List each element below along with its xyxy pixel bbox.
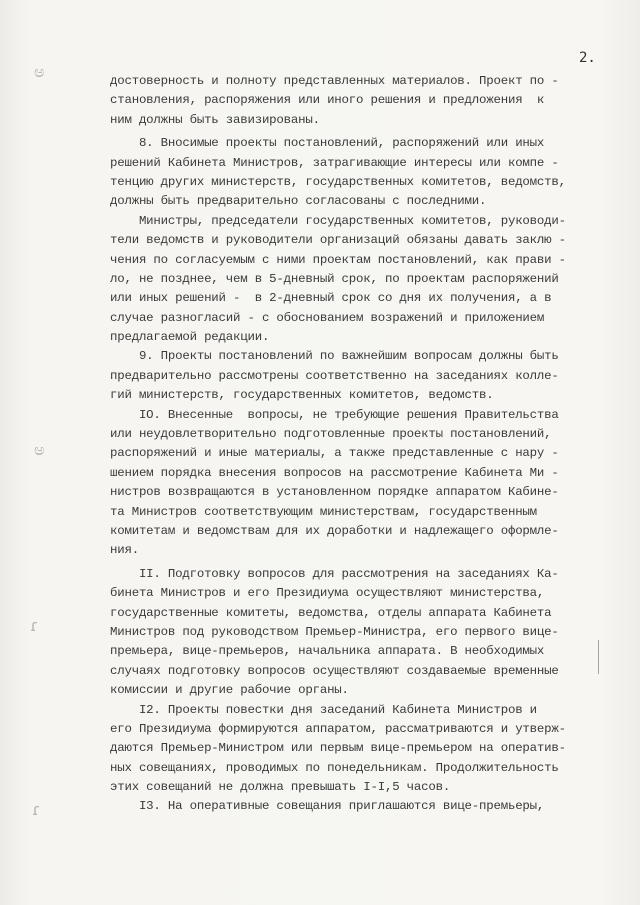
punch-mark: ɾ — [30, 616, 39, 635]
text-line: решений Кабинета Министров, затрагивающие интересы или компе - — [110, 155, 559, 170]
text-line: распоряжений и иные материалы, а также представленные с нару - — [110, 446, 559, 461]
text-line: предварительно рассмотрены соответственно на заседаниях колле- — [110, 368, 559, 383]
text-line: премьера, вице-премьеров, начальника аппарата. В необходимых — [110, 644, 545, 659]
text-line: даются Премьер-Министром или первым вице-премьером на оператив- — [110, 741, 566, 756]
text-line: I3. На оперативные совещания приглашаются вице-премьеры, — [110, 799, 545, 814]
margin-mark — [598, 640, 599, 674]
text-line: или неудовлетворительно подготовленные проекты постановлений, — [110, 427, 552, 442]
punch-mark: ɾ — [32, 800, 41, 819]
page-number: 2. — [579, 50, 596, 66]
text-line: Министры, председатели государственных комитетов, руководи- — [110, 213, 566, 228]
text-line: этих совещаний не должна превышать I-I,5 часов. — [110, 780, 451, 795]
text-line: тели ведомств и руководители организаций обязаны давать заклю - — [110, 233, 566, 248]
text-line: 9. Проекты постановлений по важнейшим вопросам должны быть — [110, 349, 559, 364]
text-line: его Президиума формируются аппаратом, рассматриваются и утверж- — [110, 721, 566, 736]
text-line: II. Подготовку вопросов для рассмотрения на заседаниях Ка- — [110, 566, 559, 581]
text-line: государственные комитеты, ведомства, отделы аппарата Кабинета — [110, 605, 552, 620]
text-line: ния. — [110, 543, 139, 558]
text-line: I2. Проекты повестки дня заседаний Кабинета Министров и — [110, 702, 537, 717]
text-line: нистров возвращаются в установленном порядке аппаратом Кабине- — [110, 485, 559, 500]
text-line: та Министров соответствующим министерствам, государственным — [110, 504, 537, 519]
text-line: ло, не позднее, чем в 5-дневный срок, по проектам распоряжений — [110, 271, 559, 286]
text-line: шением порядка внесения вопросов на рассмотрение Кабинета Ми - — [110, 465, 559, 480]
text-line: достоверность и полноту представленных материалов. Проект по - — [110, 74, 559, 88]
text-line: бинета Министров и его Президиума осуществляют министерства, — [110, 586, 545, 601]
text-line: становления, распоряжения или иного решения и предложения к — [110, 93, 545, 108]
text-line: IO. Внесенные вопросы, не требующие решения Правительства — [110, 407, 559, 422]
text-line: случаях подготовку вопросов осуществляют создаваемые временные — [110, 663, 559, 678]
text-line: комитетам и ведомствам для их доработки и надлежащего оформле- — [110, 523, 559, 538]
text-line: 8. Вносимые проекты постановлений, распоряжений или иных — [110, 136, 545, 151]
text-line: ных совещаниях, проводимых по понедельникам. Продолжительность — [110, 760, 559, 775]
text-line: комиссии и другие рабочие органы. — [110, 683, 349, 698]
text-line: Министров под руководством Премьер-Министра, его первого вице- — [110, 624, 559, 639]
document-body — [110, 72, 610, 817]
text-line: случае разногласий - с обоснованием возражений и приложением — [110, 310, 545, 325]
punch-mark: ಅ — [34, 62, 45, 81]
text-line: должны быть предварительно согласованы с последними. — [110, 194, 487, 209]
text-line: тенцию других министерств, государственных комитетов, ведомств, — [110, 174, 566, 189]
text-line: гий министерств, государственных комитетов, ведомств. — [110, 388, 494, 403]
text-line: чения по согласуемым с ними проектам постановлений, как прави - — [110, 252, 566, 267]
text-line: предлагаемой редакции. — [110, 330, 270, 345]
text-line: ним должны быть завизированы. — [110, 112, 320, 127]
punch-mark: ಅ — [34, 440, 45, 459]
text-line: или иных решений - в 2-дневный срок со дня их получения, а в — [110, 291, 552, 306]
